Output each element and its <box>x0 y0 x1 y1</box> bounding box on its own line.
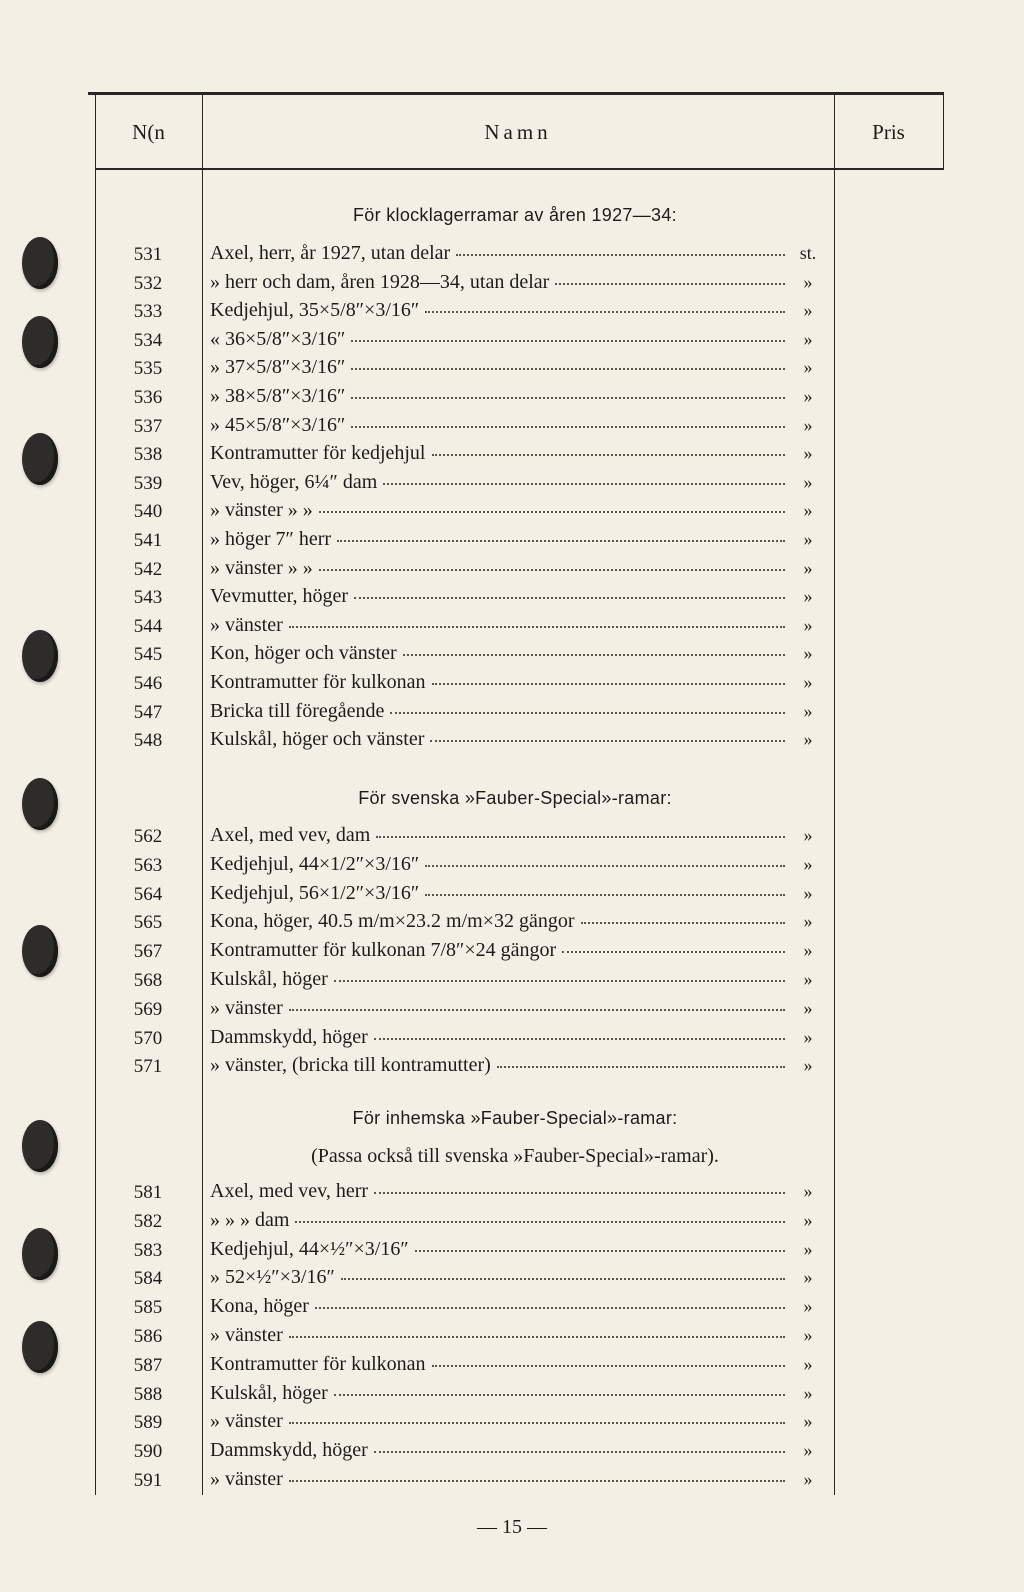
item-number: 585 <box>133 1297 163 1318</box>
table-row <box>0 356 1024 384</box>
item-price: » <box>803 672 813 692</box>
item-name-text: » 37×5/8″×3/16″ <box>210 356 346 378</box>
leader-dots <box>425 852 785 867</box>
table-row <box>0 1238 1024 1266</box>
table-row <box>0 585 1024 613</box>
leader-dots <box>432 670 786 685</box>
item-number: 536 <box>133 387 163 408</box>
item-number: 581 <box>133 1182 163 1203</box>
item-name <box>210 356 785 379</box>
item-number: 586 <box>133 1326 163 1347</box>
table-top-rule <box>88 92 944 95</box>
item-name-text: » vänster » » <box>210 499 313 521</box>
item-name <box>210 328 785 351</box>
table-row <box>0 824 1024 852</box>
item-number: 539 <box>133 473 163 494</box>
item-price: » <box>803 472 813 492</box>
item-price: » <box>803 1210 813 1230</box>
item-name <box>210 585 785 608</box>
item-name-text: Vev, höger, 6¼″ dam <box>210 471 378 493</box>
item-name <box>210 910 785 933</box>
item-name-text: Kona, höger, 40.5 m/m×23.2 m/m×32 gängor <box>210 910 575 932</box>
item-name <box>210 1238 785 1261</box>
item-name-text: » herr och dam, åren 1928—34, utan delar <box>210 271 550 293</box>
leader-dots <box>319 556 785 571</box>
item-name-text: » vänster <box>210 1410 283 1432</box>
item-price: » <box>803 969 813 989</box>
table-row <box>0 1382 1024 1410</box>
header-name: Namn <box>484 120 552 144</box>
item-price: » <box>803 329 813 349</box>
table-row <box>0 499 1024 527</box>
leader-dots <box>432 1352 786 1367</box>
leader-dots <box>337 527 785 542</box>
table-row <box>0 1410 1024 1438</box>
item-name-text: Kedjehjul, 56×1/2″×3/16″ <box>210 882 420 904</box>
item-number: 538 <box>133 444 163 465</box>
table-row <box>0 471 1024 499</box>
item-number: 565 <box>133 912 163 933</box>
leader-dots <box>430 727 785 742</box>
item-number: 532 <box>133 273 163 294</box>
item-number: 546 <box>133 673 163 694</box>
item-price: » <box>803 1296 813 1316</box>
binder-hole <box>22 1120 58 1172</box>
item-name-text: Kontramutter för kulkonan <box>210 1353 426 1375</box>
table-row <box>0 968 1024 996</box>
item-name <box>210 1382 785 1405</box>
item-name-text: Kona, höger <box>210 1295 309 1317</box>
item-number: 589 <box>133 1412 163 1433</box>
table-row <box>0 271 1024 299</box>
item-name-text: Kedjehjul, 44×½″×3/16″ <box>210 1238 409 1260</box>
item-price: » <box>803 1181 813 1201</box>
item-name-text: » höger 7″ herr <box>210 528 332 550</box>
leader-dots <box>562 938 785 953</box>
item-name-text: Kulskål, höger <box>210 1382 328 1404</box>
item-price: » <box>803 529 813 549</box>
item-number: 583 <box>133 1240 163 1261</box>
item-name <box>210 271 785 294</box>
leader-dots <box>456 241 785 256</box>
table-row <box>0 528 1024 556</box>
item-price: » <box>803 1440 813 1460</box>
item-price: » <box>803 443 813 463</box>
item-name <box>210 968 785 991</box>
item-price: » <box>803 883 813 903</box>
item-name <box>210 557 785 580</box>
table-row <box>0 242 1024 270</box>
section-note: (Passa också till svenska »Fauber-Special»-ramar). <box>311 1145 719 1167</box>
item-name-text: » vänster <box>210 614 283 636</box>
item-name <box>210 1026 785 1049</box>
header-price: Pris <box>872 120 905 144</box>
table-row <box>0 328 1024 356</box>
item-name <box>210 882 785 905</box>
item-number: 535 <box>133 358 163 379</box>
column-divider <box>943 95 944 170</box>
leader-dots <box>383 470 785 485</box>
leader-dots <box>581 909 786 924</box>
leader-dots <box>289 1467 785 1482</box>
item-number: 533 <box>133 301 163 322</box>
table-row <box>0 642 1024 670</box>
item-name-text: Axel, med vev, herr <box>210 1180 369 1202</box>
item-name-text: Kulskål, höger och vänster <box>210 728 425 750</box>
table-row <box>0 939 1024 967</box>
item-number: 540 <box>133 501 163 522</box>
table-row <box>0 728 1024 756</box>
table-row <box>0 853 1024 881</box>
item-number: 582 <box>133 1211 163 1232</box>
leader-dots <box>351 355 785 370</box>
item-name <box>210 1180 785 1203</box>
item-name <box>210 671 785 694</box>
item-price: » <box>803 998 813 1018</box>
table-row <box>0 385 1024 413</box>
item-name-text: Kulskål, höger <box>210 968 328 990</box>
table-row <box>0 1209 1024 1237</box>
table-row <box>0 1353 1024 1381</box>
item-price: » <box>803 558 813 578</box>
item-price: » <box>803 500 813 520</box>
item-name <box>210 471 785 494</box>
table-row <box>0 1324 1024 1352</box>
item-name <box>210 242 785 265</box>
item-name <box>210 414 785 437</box>
leader-dots <box>295 1208 785 1223</box>
item-name-text: Bricka till föregående <box>210 700 385 722</box>
leader-dots <box>497 1053 785 1068</box>
item-name-text: « 36×5/8″×3/16″ <box>210 328 346 350</box>
item-name <box>210 1295 785 1318</box>
item-name <box>210 499 785 522</box>
item-price: » <box>803 1411 813 1431</box>
item-price: » <box>803 1239 813 1259</box>
table-row <box>0 614 1024 642</box>
leader-dots <box>351 327 785 342</box>
table-row <box>0 910 1024 938</box>
item-name <box>210 1353 785 1376</box>
item-name-text: » vänster <box>210 997 283 1019</box>
item-name-text: » 52×½″×3/16″ <box>210 1266 335 1288</box>
item-name <box>210 1209 785 1232</box>
leader-dots <box>289 1409 785 1424</box>
table-row <box>0 1295 1024 1323</box>
item-price: » <box>803 1325 813 1345</box>
item-price: st. <box>799 243 817 263</box>
item-number: 587 <box>133 1355 163 1376</box>
item-price: » <box>803 1383 813 1403</box>
item-number: 531 <box>133 244 163 265</box>
section-title: För klocklagerramar av åren 1927—34: <box>353 205 677 225</box>
table-row <box>0 1266 1024 1294</box>
leader-dots <box>555 270 785 285</box>
item-number: 568 <box>133 970 163 991</box>
item-number: 563 <box>133 855 163 876</box>
item-number: 571 <box>133 1056 163 1077</box>
item-name <box>210 728 785 751</box>
item-price: » <box>803 1267 813 1287</box>
table-row <box>0 1180 1024 1208</box>
table-row <box>0 1468 1024 1496</box>
leader-dots <box>374 1025 785 1040</box>
table-row <box>0 1054 1024 1082</box>
leader-dots <box>289 1323 785 1338</box>
header-number: N(n <box>132 120 165 144</box>
item-name <box>210 1324 785 1347</box>
item-name <box>210 1410 785 1433</box>
item-number: 543 <box>133 587 163 608</box>
item-number: 542 <box>133 559 163 580</box>
leader-dots <box>315 1294 785 1309</box>
item-number: 567 <box>133 941 163 962</box>
header-bottom-rule <box>95 168 944 170</box>
item-price: » <box>803 272 813 292</box>
item-price: » <box>803 386 813 406</box>
table-row <box>0 700 1024 728</box>
item-name <box>210 939 785 962</box>
item-number: 591 <box>133 1470 163 1491</box>
item-price: » <box>803 357 813 377</box>
item-name <box>210 1468 785 1491</box>
section-title: För inhemska »Fauber-Special»-ramar: <box>352 1108 678 1128</box>
item-name <box>210 642 785 665</box>
item-name-text: » vänster, (bricka till kontramutter) <box>210 1054 491 1076</box>
page-number: — 15 — <box>477 1516 547 1538</box>
leader-dots <box>319 498 785 513</box>
item-name <box>210 614 785 637</box>
leader-dots <box>425 298 785 313</box>
item-number: 590 <box>133 1441 163 1462</box>
item-name-text: » vänster <box>210 1468 283 1490</box>
item-number: 588 <box>133 1384 163 1405</box>
leader-dots <box>351 413 785 428</box>
table-row <box>0 882 1024 910</box>
item-name <box>210 528 785 551</box>
leader-dots <box>351 384 785 399</box>
item-number: 534 <box>133 330 163 351</box>
item-price: » <box>803 854 813 874</box>
table-row <box>0 997 1024 1025</box>
item-name <box>210 442 785 465</box>
item-number: 537 <box>133 416 163 437</box>
item-name-text: » vänster » » <box>210 557 313 579</box>
item-name-text: Kon, höger och vänster <box>210 642 397 664</box>
item-number: 570 <box>133 1028 163 1049</box>
item-name-text: Kedjehjul, 44×1/2″×3/16″ <box>210 853 420 875</box>
leader-dots <box>341 1265 785 1280</box>
leader-dots <box>354 584 785 599</box>
item-name-text: » 45×5/8″×3/16″ <box>210 414 346 436</box>
item-price: » <box>803 1055 813 1075</box>
item-name <box>210 385 785 408</box>
leader-dots <box>374 1179 785 1194</box>
item-name-text: Axel, med vev, dam <box>210 824 371 846</box>
item-number: 545 <box>133 644 163 665</box>
leader-dots <box>289 613 785 628</box>
item-name <box>210 700 785 723</box>
item-price: » <box>803 1027 813 1047</box>
item-name <box>210 1054 785 1077</box>
item-name <box>210 824 785 847</box>
item-price: » <box>803 415 813 435</box>
item-price: » <box>803 911 813 931</box>
item-price: » <box>803 643 813 663</box>
section-title: För svenska »Fauber-Special»-ramar: <box>358 788 672 808</box>
item-name-text: Kedjehjul, 35×5/8″×3/16″ <box>210 299 420 321</box>
table-row <box>0 1439 1024 1467</box>
item-number: 544 <box>133 616 163 637</box>
item-name-text: » vänster <box>210 1324 283 1346</box>
item-price: » <box>803 1469 813 1489</box>
table-row <box>0 1026 1024 1054</box>
item-name-text: Axel, herr, år 1927, utan delar <box>210 242 451 264</box>
item-price: » <box>803 300 813 320</box>
leader-dots <box>334 1381 785 1396</box>
item-name-text: Vevmutter, höger <box>210 585 349 607</box>
leader-dots <box>432 441 786 456</box>
item-number: 584 <box>133 1268 163 1289</box>
item-price: » <box>803 825 813 845</box>
item-name <box>210 853 785 876</box>
leader-dots <box>374 1438 785 1453</box>
binder-hole <box>22 778 58 830</box>
item-price: » <box>803 701 813 721</box>
leader-dots <box>376 823 785 838</box>
item-price: » <box>803 940 813 960</box>
table-row <box>0 557 1024 585</box>
table-row <box>0 442 1024 470</box>
item-name-text: Dammskydd, höger <box>210 1026 368 1048</box>
leader-dots <box>425 881 785 896</box>
item-number: 547 <box>133 702 163 723</box>
item-name-text: Kontramutter för kulkonan <box>210 671 426 693</box>
item-name <box>210 299 785 322</box>
table-row <box>0 299 1024 327</box>
item-price: » <box>803 615 813 635</box>
item-price: » <box>803 586 813 606</box>
item-number: 564 <box>133 884 163 905</box>
leader-dots <box>334 967 785 982</box>
item-price: » <box>803 1354 813 1374</box>
item-name-text: » 38×5/8″×3/16″ <box>210 385 346 407</box>
item-name <box>210 1266 785 1289</box>
item-name-text: Dammskydd, höger <box>210 1439 368 1461</box>
item-number: 548 <box>133 730 163 751</box>
item-price: » <box>803 729 813 749</box>
item-name-text: Kontramutter för kulkonan 7/8″×24 gängor <box>210 939 557 961</box>
leader-dots <box>403 641 785 656</box>
table-row <box>0 671 1024 699</box>
item-name <box>210 997 785 1020</box>
item-number: 541 <box>133 530 163 551</box>
item-name-text: Kontramutter för kedjehjul <box>210 442 426 464</box>
item-name-text: » » » dam <box>210 1209 290 1231</box>
item-number: 569 <box>133 999 163 1020</box>
item-number: 562 <box>133 826 163 847</box>
leader-dots <box>390 699 785 714</box>
table-row <box>0 414 1024 442</box>
item-name <box>210 1439 785 1462</box>
leader-dots <box>415 1237 785 1252</box>
leader-dots <box>289 996 785 1011</box>
